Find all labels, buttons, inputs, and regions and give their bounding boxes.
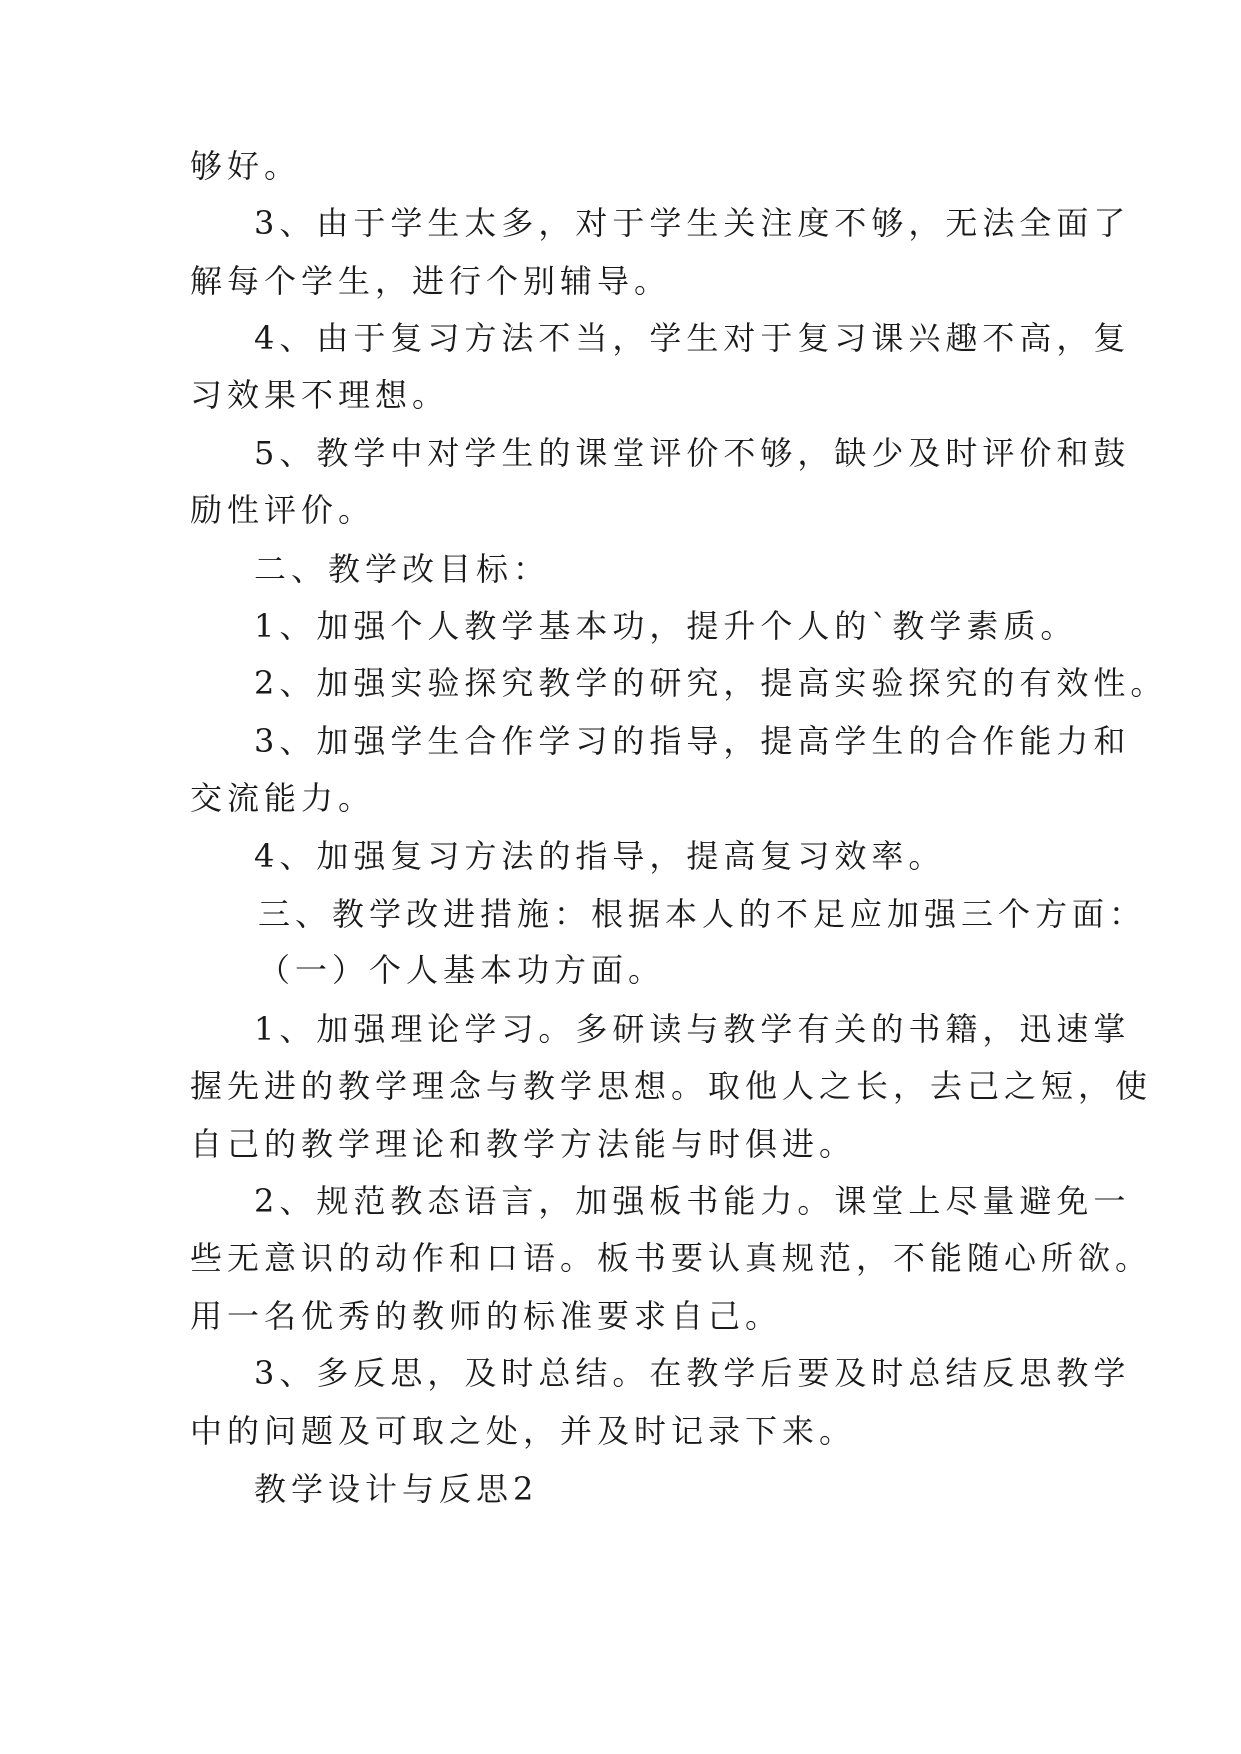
text-line-6: 5、教学中对学生的课堂评价不够，缺少及时评价和鼓 (254, 434, 1131, 472)
text-line-17: 握先进的教学理念与教学思想。取他人之长，去己之短，使 (190, 1067, 1153, 1105)
text-line-16: 1、加强理论学习。多研读与教学有关的书籍，迅速掌 (254, 1010, 1131, 1048)
text-line-13: 4、加强复习方法的指导，提高复习效率。 (254, 837, 946, 875)
section-heading-2: 二、教学改目标： (254, 550, 551, 588)
text-line-5: 习效果不理想。 (190, 376, 450, 414)
text-line-20: 些无意识的动作和口语。板书要认真规范，不能随心所欲。 (190, 1239, 1153, 1277)
text-line-2: 3、由于学生太多，对于学生关注度不够，无法全面了 (254, 204, 1131, 242)
text-line-23: 中的问题及可取之处，并及时记录下来。 (190, 1412, 857, 1450)
text-line-21: 用一名优秀的教师的标准要求自己。 (190, 1297, 783, 1335)
section-heading-3: 三、教学改进措施：根据本人的不足应加强三个方面： (258, 895, 1147, 933)
text-line-1: 够好。 (190, 147, 302, 185)
text-line-22: 3、多反思，及时总结。在教学后要及时总结反思教学 (254, 1354, 1131, 1392)
text-line-11: 3、加强学生合作学习的指导，提高学生的合作能力和 (254, 722, 1131, 760)
text-line-18: 自己的教学理论和教学方法能与时俱进。 (190, 1125, 857, 1163)
text-line-4: 4、由于复习方法不当，学生对于复习课兴趣不高，复 (254, 319, 1131, 357)
text-line-7: 励性评价。 (190, 491, 376, 529)
text-line-9: 1、加强个人教学基本功，提升个人的`教学素质。 (254, 607, 1078, 645)
text-line-10: 2、加强实验探究教学的研究，提高实验探究的有效性。 (254, 664, 1168, 702)
text-line-12: 交流能力。 (190, 779, 376, 817)
document-subtitle: 教学设计与反思2 (254, 1470, 539, 1508)
text-line-19: 2、规范教态语言，加强板书能力。课堂上尽量避免一 (254, 1182, 1131, 1220)
subsection-heading-1: （一）个人基本功方面。 (258, 951, 666, 989)
text-line-3: 解每个学生，进行个别辅导。 (190, 262, 672, 300)
